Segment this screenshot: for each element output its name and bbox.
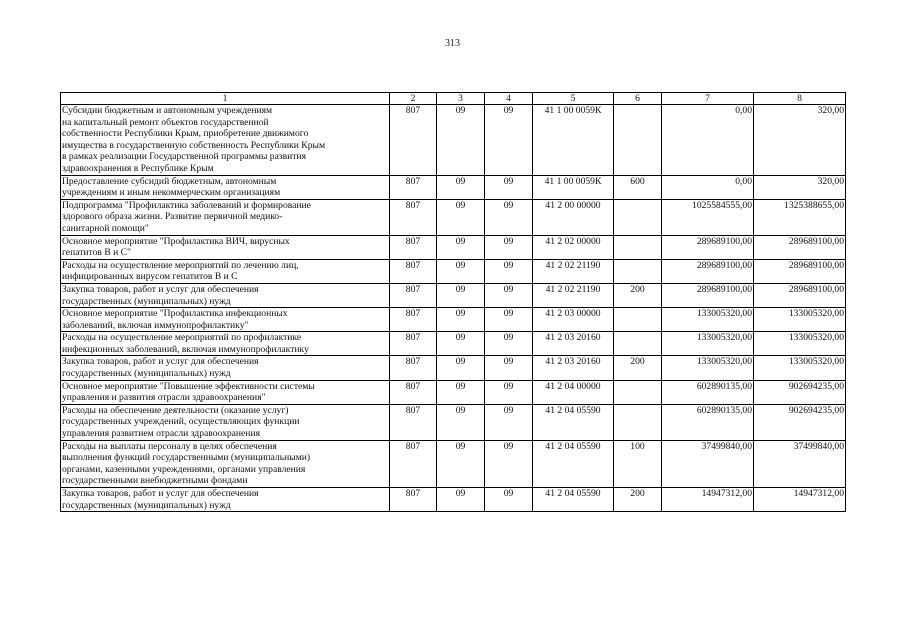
target-article-code: 41 2 02 21190 bbox=[533, 259, 614, 283]
ministry-code: 807 bbox=[390, 356, 437, 380]
ministry-code: 807 bbox=[390, 440, 437, 487]
column-header: 6 bbox=[614, 93, 662, 105]
amount-year-1: 1025584555,00 bbox=[662, 199, 754, 235]
amount-year-2: 902694235,00 bbox=[754, 404, 846, 440]
expense-type-code: 100 bbox=[614, 440, 662, 487]
amount-year-1: 0,00 bbox=[662, 105, 754, 176]
subsection-code: 09 bbox=[485, 308, 533, 332]
target-article-code: 41 2 04 05590 bbox=[533, 488, 614, 512]
section-code: 09 bbox=[437, 440, 485, 487]
section-code: 09 bbox=[437, 283, 485, 307]
subsection-code: 09 bbox=[485, 259, 533, 283]
column-header: 8 bbox=[754, 93, 846, 105]
section-code: 09 bbox=[437, 235, 485, 259]
target-article-code: 41 2 04 05590 bbox=[533, 440, 614, 487]
column-header: 4 bbox=[485, 93, 533, 105]
ministry-code: 807 bbox=[390, 488, 437, 512]
subsection-code: 09 bbox=[485, 380, 533, 404]
column-header: 1 bbox=[61, 93, 390, 105]
expense-name: Основное мероприятие "Профилактика ВИЧ, вирусных гепатитов В и С" bbox=[61, 235, 390, 259]
table-row bbox=[61, 308, 846, 332]
ministry-code: 807 bbox=[390, 332, 437, 356]
subsection-code: 09 bbox=[485, 199, 533, 235]
subsection-code: 09 bbox=[485, 488, 533, 512]
amount-year-1: 602890135,00 bbox=[662, 404, 754, 440]
target-article-code: 41 2 03 20160 bbox=[533, 356, 614, 380]
target-article-code: 41 2 04 05590 bbox=[533, 404, 614, 440]
expense-name: Основное мероприятие "Повышение эффективности системы управления и развития отрасли здравоохранения" bbox=[61, 380, 390, 404]
expense-name: Закупка товаров, работ и услуг для обеспечения государственных (муниципальных) нужд bbox=[61, 283, 390, 307]
ministry-code: 807 bbox=[390, 175, 437, 199]
table-row bbox=[61, 332, 846, 356]
amount-year-2: 37499840,00 bbox=[754, 440, 846, 487]
amount-year-2: 289689100,00 bbox=[754, 235, 846, 259]
section-code: 09 bbox=[437, 259, 485, 283]
column-header-row bbox=[61, 93, 846, 105]
section-code: 09 bbox=[437, 488, 485, 512]
subsection-code: 09 bbox=[485, 175, 533, 199]
target-article-code: 41 2 03 20160 bbox=[533, 332, 614, 356]
expense-type-code bbox=[614, 235, 662, 259]
table-row bbox=[61, 380, 846, 404]
column-header: 5 bbox=[533, 93, 614, 105]
amount-year-2: 320,00 bbox=[754, 105, 846, 176]
page-number: 313 bbox=[445, 38, 460, 49]
amount-year-1: 289689100,00 bbox=[662, 259, 754, 283]
ministry-code: 807 bbox=[390, 404, 437, 440]
expense-type-code bbox=[614, 332, 662, 356]
subsection-code: 09 bbox=[485, 105, 533, 176]
expense-type-code: 600 bbox=[614, 175, 662, 199]
section-code: 09 bbox=[437, 332, 485, 356]
expense-type-code bbox=[614, 259, 662, 283]
section-code: 09 bbox=[437, 199, 485, 235]
expense-name: Подпрограмма "Профилактика заболеваний и формирование здорового образа жизни. Развитие первичной медико- санитарной помощи" bbox=[61, 199, 390, 235]
target-article-code: 41 1 00 0059К bbox=[533, 175, 614, 199]
expense-name: Расходы на осуществление мероприятий по профилактике инфекционных заболеваний, включая иммунопрофилактику bbox=[61, 332, 390, 356]
amount-year-2: 133005320,00 bbox=[754, 332, 846, 356]
table-row bbox=[61, 283, 846, 307]
subsection-code: 09 bbox=[485, 332, 533, 356]
table-row bbox=[61, 105, 846, 176]
table-row bbox=[61, 488, 846, 512]
table-row bbox=[61, 199, 846, 235]
amount-year-1: 0,00 bbox=[662, 175, 754, 199]
expense-type-code bbox=[614, 199, 662, 235]
amount-year-2: 133005320,00 bbox=[754, 308, 846, 332]
amount-year-2: 1325388655,00 bbox=[754, 199, 846, 235]
amount-year-1: 133005320,00 bbox=[662, 332, 754, 356]
table-row bbox=[61, 404, 846, 440]
expense-type-code: 200 bbox=[614, 356, 662, 380]
subsection-code: 09 bbox=[485, 235, 533, 259]
section-code: 09 bbox=[437, 175, 485, 199]
expense-type-code bbox=[614, 380, 662, 404]
expense-name: Расходы на обеспечение деятельности (оказание услуг) государственных учреждений, осуществляющих функции управления развитием отрасли здравоохранения bbox=[61, 404, 390, 440]
amount-year-1: 289689100,00 bbox=[662, 283, 754, 307]
table-row bbox=[61, 259, 846, 283]
budget-table bbox=[60, 92, 846, 512]
expense-name: Субсидии бюджетным и автономным учреждениям на капитальный ремонт объектов государственной собственности Республики Крым, приобретение движимого имущества в государственную собственность Республики Крым в рамках реализации Государственной программы развития здравоохранения в Республике Крым bbox=[61, 105, 390, 176]
amount-year-2: 902694235,00 bbox=[754, 380, 846, 404]
ministry-code: 807 bbox=[390, 308, 437, 332]
target-article-code: 41 2 00 00000 bbox=[533, 199, 614, 235]
ministry-code: 807 bbox=[390, 199, 437, 235]
subsection-code: 09 bbox=[485, 283, 533, 307]
amount-year-1: 133005320,00 bbox=[662, 308, 754, 332]
amount-year-1: 133005320,00 bbox=[662, 356, 754, 380]
expense-type-code bbox=[614, 404, 662, 440]
expense-name: Расходы на выплаты персоналу в целях обеспечения выполнения функций государственными (муниципальными) органами, казенными учреждениями, органами управления государственными внебюджетными фондами bbox=[61, 440, 390, 487]
amount-year-2: 289689100,00 bbox=[754, 259, 846, 283]
subsection-code: 09 bbox=[485, 404, 533, 440]
ministry-code: 807 bbox=[390, 380, 437, 404]
subsection-code: 09 bbox=[485, 356, 533, 380]
ministry-code: 807 bbox=[390, 259, 437, 283]
target-article-code: 41 2 03 00000 bbox=[533, 308, 614, 332]
expense-name: Основное мероприятие "Профилактика инфекционных заболеваний, включая иммунопрофилактику" bbox=[61, 308, 390, 332]
target-article-code: 41 2 02 21190 bbox=[533, 283, 614, 307]
column-header: 2 bbox=[390, 93, 437, 105]
amount-year-1: 14947312,00 bbox=[662, 488, 754, 512]
expense-name: Закупка товаров, работ и услуг для обеспечения государственных (муниципальных) нужд bbox=[61, 488, 390, 512]
table-row bbox=[61, 440, 846, 487]
expense-name: Предоставление субсидий бюджетным, автономным учреждениям и иным некоммерческим организациям bbox=[61, 175, 390, 199]
section-code: 09 bbox=[437, 404, 485, 440]
amount-year-2: 320,00 bbox=[754, 175, 846, 199]
table-row bbox=[61, 356, 846, 380]
amount-year-1: 602890135,00 bbox=[662, 380, 754, 404]
target-article-code: 41 2 04 00000 bbox=[533, 380, 614, 404]
amount-year-1: 37499840,00 bbox=[662, 440, 754, 487]
target-article-code: 41 1 00 0059К bbox=[533, 105, 614, 176]
section-code: 09 bbox=[437, 105, 485, 176]
expense-type-code: 200 bbox=[614, 283, 662, 307]
ministry-code: 807 bbox=[390, 283, 437, 307]
expense-name: Закупка товаров, работ и услуг для обеспечения государственных (муниципальных) нужд bbox=[61, 356, 390, 380]
section-code: 09 bbox=[437, 356, 485, 380]
column-header: 7 bbox=[662, 93, 754, 105]
column-header: 3 bbox=[437, 93, 485, 105]
expense-type-code: 200 bbox=[614, 488, 662, 512]
table-row bbox=[61, 175, 846, 199]
ministry-code: 807 bbox=[390, 235, 437, 259]
ministry-code: 807 bbox=[390, 105, 437, 176]
expense-type-code bbox=[614, 105, 662, 176]
amount-year-2: 133005320,00 bbox=[754, 356, 846, 380]
amount-year-2: 289689100,00 bbox=[754, 283, 846, 307]
amount-year-1: 289689100,00 bbox=[662, 235, 754, 259]
table-row bbox=[61, 235, 846, 259]
target-article-code: 41 2 02 00000 bbox=[533, 235, 614, 259]
amount-year-2: 14947312,00 bbox=[754, 488, 846, 512]
expense-name: Расходы на осуществление мероприятий по лечению лиц, инфицированных вирусом гепатитов В и С bbox=[61, 259, 390, 283]
section-code: 09 bbox=[437, 380, 485, 404]
expense-type-code bbox=[614, 308, 662, 332]
section-code: 09 bbox=[437, 308, 485, 332]
subsection-code: 09 bbox=[485, 440, 533, 487]
